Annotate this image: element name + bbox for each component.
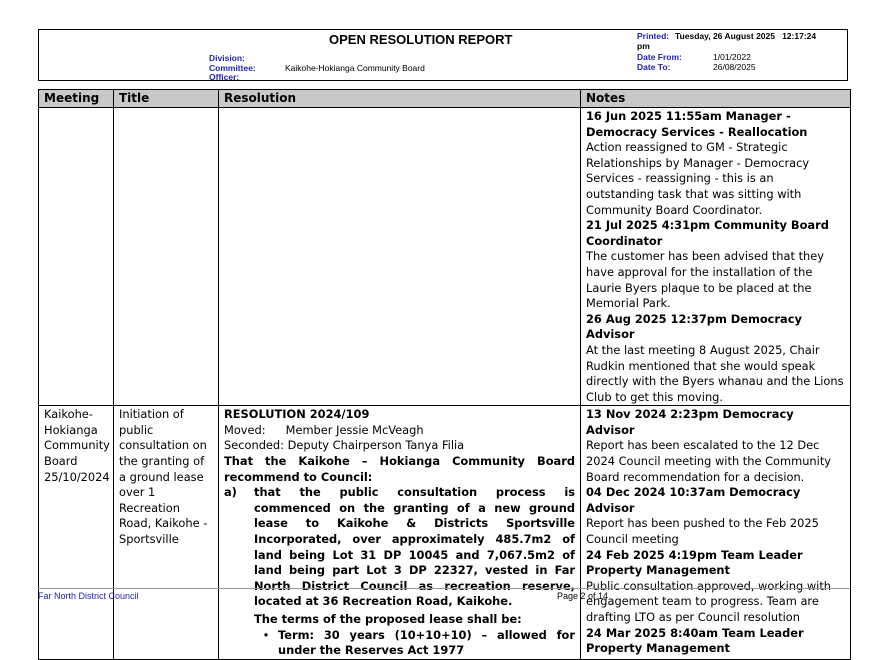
col-header-title: Title xyxy=(114,90,219,108)
resolution-table xyxy=(38,89,851,660)
note-text: The customer has been advised that they have approval for the installation of the Laurie Byers plaque to be placed at the Memorial Park. xyxy=(586,249,825,311)
col-header-resolution: Resolution xyxy=(219,90,581,108)
note-text: Action reassigned to GM - Strategic Relationships by Manager - Democracy Services - reassigning - this is an outstanding task that was sitting with Community Board Coordinator. xyxy=(586,140,810,217)
table-row xyxy=(39,406,851,660)
note-text: Report has been escalated to the 12 Dec 2024 Council meeting with the Community Board recommendation for a decision. xyxy=(586,438,832,484)
date-from-value: 1/01/2022 xyxy=(713,52,751,62)
moved-line xyxy=(224,423,575,439)
recommend-line: That the Kaikohe – Hokianga Community Board recommend to Council: xyxy=(224,454,575,484)
report-title: OPEN RESOLUTION REPORT xyxy=(329,32,513,47)
footer-divider xyxy=(38,588,850,589)
resolution-heading: RESOLUTION 2024/109 xyxy=(224,407,370,422)
note-heading: 13 Nov 2024 2:23pm Democracy Advisor xyxy=(586,407,794,437)
date-to-label: Date To: xyxy=(637,62,671,72)
printed-value-cont: pm xyxy=(637,41,650,51)
terms-bullet xyxy=(254,628,575,659)
bullet-text: Term: 30 years (10+10+10) – allowed for under the Reserves Act 1977 xyxy=(278,627,575,658)
officer-label: Officer: xyxy=(209,72,240,82)
meeting-cell: Kaikohe-Hokianga Community Board 25/10/2024 xyxy=(39,406,114,660)
resolution-cell xyxy=(219,406,581,660)
bullet-marker: • xyxy=(262,627,270,642)
item-marker: a) xyxy=(224,485,237,500)
report-header xyxy=(38,29,848,81)
seconded-line: Seconded: Deputy Chairperson Tanya Filia xyxy=(224,438,465,453)
moved-label: Moved: xyxy=(224,422,266,437)
terms-heading: The terms of the proposed lease shall be: xyxy=(254,612,522,626)
note-heading: 26 Aug 2025 12:37pm Democracy Advisor xyxy=(586,311,802,342)
resolution-item xyxy=(224,485,575,610)
note-heading: 16 Jun 2025 11:55am Manager - Democracy Services - Reallocation xyxy=(586,109,808,139)
table-row xyxy=(39,108,851,406)
division-label: Division: xyxy=(209,53,245,63)
col-header-meeting: Meeting xyxy=(39,90,114,108)
table-header-row xyxy=(39,90,851,108)
note-text: Public consultation approved, working with engagement team to progress. Team are drafting LTO as per Council resolution xyxy=(586,578,832,624)
printed-value: Tuesday, 26 August 2025 12:17:24 xyxy=(675,31,817,41)
note-text: At the last meeting 8 August 2025, Chair Rudkin mentioned that she would speak directly with the Byers whanau and the Lions Club to get this moving. xyxy=(586,342,844,404)
footer-org: Far North District Council xyxy=(38,591,139,601)
committee-label: Committee: xyxy=(209,63,256,73)
note-heading: 21 Jul 2025 4:31pm Community Board Coordinator xyxy=(586,218,829,248)
notes-cell xyxy=(581,406,851,660)
note-heading: 24 Mar 2025 8:40am Team Leader Property Management xyxy=(586,625,804,656)
item-text: that the public consultation process is commenced on the granting of a new ground lease to Kaikohe & Districts Sportsville Incorporated, over approximately 485.7m2 of land being Lot 31 DP 10045 and 7,067.5m2 of land being part Lot 3 DP 22327, vested in Far North District Council as recreation reserve, located at 36 Recreation Road, Kaikohe. xyxy=(254,485,575,609)
date-to-value: 26/08/2025 xyxy=(713,62,756,72)
note-heading: 24 Feb 2025 4:19pm Team Leader Property Management xyxy=(586,547,803,578)
notes-cell xyxy=(581,108,851,406)
note-text: Report has been pushed to the Feb 2025 Council meeting xyxy=(586,516,819,547)
committee-value: Kaikohe-Hokianga Community Board xyxy=(285,63,425,73)
footer-page-number: Page 2 of 14 xyxy=(557,591,609,601)
resolution-cell xyxy=(219,108,581,406)
col-header-notes: Notes xyxy=(581,90,851,108)
date-from-label: Date From: xyxy=(637,52,682,62)
title-cell: Initiation of public consultation on the granting of a ground lease over 1 Recreation Road, Kaikohe - Sportsville xyxy=(114,406,219,660)
moved-value: Member Jessie McVeagh xyxy=(285,422,424,437)
printed-label: Printed: xyxy=(637,31,670,41)
note-heading: 04 Dec 2024 10:37am Democracy Advisor xyxy=(586,485,801,515)
title-cell xyxy=(114,108,219,406)
meeting-cell xyxy=(39,108,114,406)
